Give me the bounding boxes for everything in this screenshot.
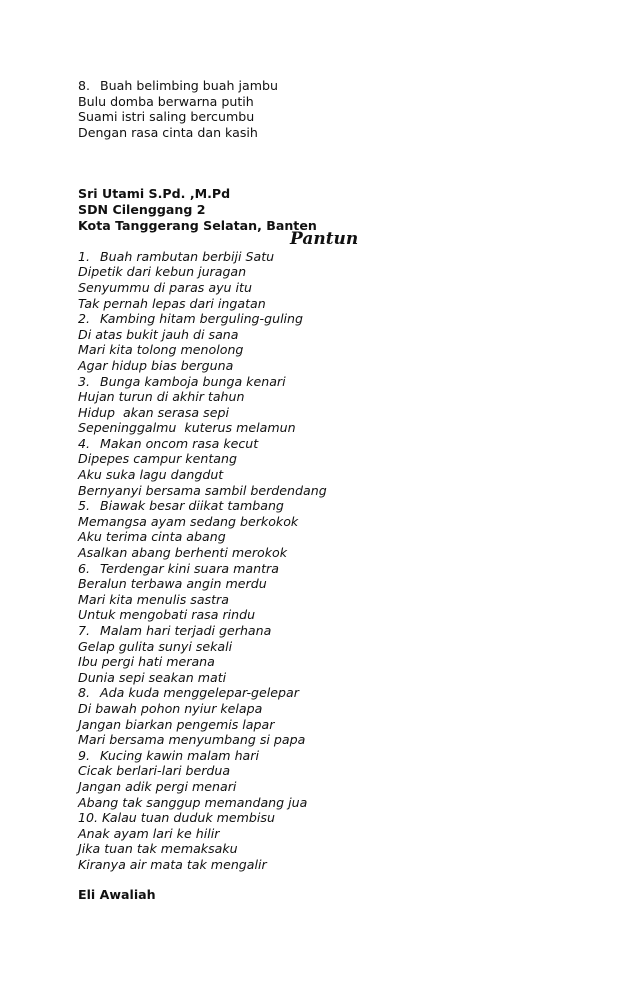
stanza-line: 1. Buah rambutan berbiji Satu <box>78 248 275 264</box>
stanza-number: 4. <box>78 435 91 451</box>
stanza-line: 8. Buah belimbing buah jambu <box>78 78 278 93</box>
stanza-line: Anak ayam lari ke hilir <box>78 825 220 841</box>
stanza-line: Di bawah pohon nyiur kelapa <box>78 700 263 716</box>
stanza-line: Untuk mengobati rasa rindu <box>78 607 256 623</box>
stanza-line: Bernyanyi bersama sambil berdendang <box>78 482 327 498</box>
stanza-number: 1. <box>78 248 91 264</box>
stanza-line: 8. Ada kuda menggelepar-gelepar <box>78 685 299 701</box>
stanza-line: Tak pernah lepas dari ingatan <box>78 295 266 311</box>
next-author-name: Eli Awaliah <box>78 886 156 902</box>
stanza-line: Dengan rasa cinta dan kasih <box>78 124 258 140</box>
top-stanza <box>78 78 598 140</box>
stanza-line: Hidup akan serasa sepi <box>78 404 229 420</box>
stanza-number: 6. <box>78 560 91 576</box>
stanza-line: 6. Terdengar kini suara mantra <box>78 560 279 576</box>
stanza-line: 7. Malam hari terjadi gerhana <box>78 623 272 638</box>
stanza-line: 5. Biawak besar diikat tambang <box>78 498 284 514</box>
author-city: Kota Tanggerang Selatan, Banten <box>78 217 317 233</box>
stanza-line: Senyummu di paras ayu itu <box>78 279 252 295</box>
stanza-line: Jangan biarkan pengemis lapar <box>78 716 275 732</box>
stanza-line: Gelap gulita sunyi sekali <box>78 638 233 654</box>
stanza-line: Asalkan abang berhenti merokok <box>78 545 288 561</box>
stanza-line: Mari kita tolong menolong <box>78 342 244 358</box>
stanza-line: Aku terima cinta abang <box>78 529 226 545</box>
author-school: SDN Cilenggang 2 <box>78 201 206 217</box>
stanza-line: Ibu pergi hati merana <box>78 654 215 670</box>
stanza-line: 4. Makan oncom rasa kecut <box>78 435 259 451</box>
stanza-line: Dipetik dari kebun juragan <box>78 264 247 280</box>
author-name: Sri Utami S.Pd. ,M.Pd <box>78 186 231 202</box>
stanza-line: Beralun terbawa angin merdu <box>78 576 267 592</box>
poem-title: Pantun <box>290 229 359 250</box>
stanza-line: Dipepes campur kentang <box>78 451 237 467</box>
stanza-line: Hujan turun di akhir tahun <box>78 389 245 405</box>
stanza-line: Cicak berlari-lari berdua <box>78 763 231 779</box>
stanza-line: Jika tuan tak memaksaku <box>78 841 238 857</box>
stanza-line: 10. Kalau tuan duduk membisu <box>78 810 275 826</box>
stanza-line: Mari bersama menyumbang si papa <box>78 732 306 748</box>
stanza-number: 2. <box>78 311 91 327</box>
stanza-number: 10. <box>78 810 99 826</box>
stanza-line: Memangsa ayam sedang berkokok <box>78 513 299 529</box>
stanza-number: 9. <box>78 747 91 763</box>
stanza-number: 8. <box>78 78 91 93</box>
stanza-line: Dunia sepi seakan mati <box>78 669 227 685</box>
document-page <box>78 78 598 902</box>
stanza-line: Di atas bukit jauh di sana <box>78 326 239 342</box>
stanza-line: Aku suka lagu dangdut <box>78 467 224 483</box>
stanza-line: Sepeninggalmu kuterus melamun <box>78 420 296 436</box>
stanza-line: Suami istri saling bercumbu <box>78 109 255 125</box>
stanza-line: Bulu domba berwarna putih <box>78 93 254 109</box>
stanza-number: 3. <box>78 373 91 389</box>
stanza-line: 2. Kambing hitam berguling-guling <box>78 311 304 327</box>
stanza-line: 9. Kucing kawin malam hari <box>78 747 259 763</box>
stanza-line: Kiranya air mata tak mengalir <box>78 856 267 872</box>
stanza-line: 3. Bunga kamboja bunga kenari <box>78 373 286 389</box>
stanza-line: Abang tak sanggup memandang jua <box>78 794 308 810</box>
title-row <box>78 229 598 250</box>
stanza-number: 8. <box>78 685 91 701</box>
stanza-line: Jangan adik pergi menari <box>78 778 237 794</box>
author-block <box>78 186 598 233</box>
stanza-line: Agar hidup bias berguna <box>78 357 234 373</box>
stanza-number: 7. <box>78 623 91 638</box>
stanza-number: 5. <box>78 498 91 514</box>
stanza-line: Mari kita menulis sastra <box>78 591 229 607</box>
stanza-list <box>78 249 598 873</box>
